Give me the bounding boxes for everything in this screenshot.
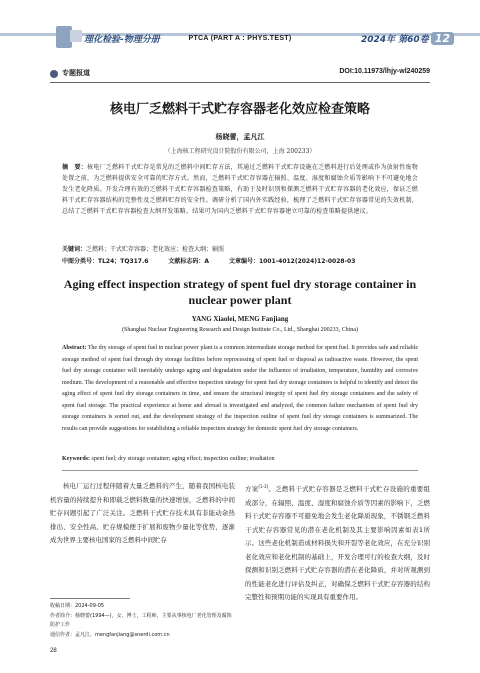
english-title: Aging effect inspection strategy of spent fuel dry storage container in nuclear power plant [63,277,417,307]
issue-number: 12 [431,32,454,45]
english-abstract-text: The dry storage of spent fuel in nuclear power plant is a common intermediate storage method for spent fuel. It provides safe and reliable storage method of spent fuel through dry storage facilities before reprocessing of spent fuel or disposal as radioactive waste. However, the spent fuel dry storage container will inevitably undergo aging and degradation under the influence of irradiation, temperature, humidity and corrosive medium. The development of a reasonable and effective inspection strategy for spent fuel dry storage containers is helpful to identify and detect the aging effect of spent fuel dry storage containers in time, and ensure the structural integrity of spent fuel dry storage containers and the safety of spent fuel storage. The practical experience at home and abroad is investigated and analyzed, the common failure mechanism of spent fuel dry storage containers is sorted out, and the development strategy of the inspection outline of spent fuel dry storage containers is summarized. The results can provide suggestions for establishing a reliable inspection strategy for domestic spent fuel dry storage containers. [62,345,418,432]
english-abstract [62,343,418,435]
english-keywords-text: spent fuel; dry storage container; aging effect; inspection outline; irradiation [91,456,275,462]
article-number: 文章编号：1001-4012(2024)12-0028-03 [228,258,356,265]
journal-header [0,0,480,58]
footnote-received: 收稿日期：2024-09-05 [50,603,105,609]
classification-number: 中图分类号：TL24；TQ317.6 [62,258,149,265]
classification-row [62,256,418,265]
english-keywords-label: Keywords: [62,456,90,462]
chinese-keywords-label: 关键词： [62,246,87,253]
issue-year-volume: 2024年 第60卷 [360,35,429,45]
body-right-lead: 方案 [245,485,259,494]
chinese-abstract-text: 核电厂乏燃料干式贮存是常见的乏燃料中间贮存方法，其通过乏燃料干式贮存设施在乏燃料进行后处理或作为放射性废物处置之前，为乏燃料提供安全可靠的贮存方式。然而，乏燃料干式贮存容器在辐照、温度、湿度和腐蚀介质等影响下不可避免地会发生老化降质。开发合理有效的乏燃料干式贮存容器检查策略，有助于及时识别和探测乏燃料干式贮存容器的老化效应，保证乏燃料干式贮存容器结构的完整性及乏燃料贮存的安全性。调研分析了国内外实践经验，梳理了乏燃料干式贮存容器常见的失效机制，总结了乏燃料干式贮存容器检查大纲开发策略，结果可为国内乏燃料干式贮存容器建立可靠的检查策略提供建议。 [62,164,418,215]
chinese-affiliation: （上海核工程研究设计院股份有限公司，上海 200233） [164,148,316,155]
footnotes [50,602,235,640]
chinese-keywords-text: 乏燃料；干式贮存容器；老化效应；检查大纲；辐照 [86,246,225,253]
journal-issue [361,32,454,45]
english-abstract-label: Abstract: [62,345,87,351]
chinese-keywords [62,244,418,253]
article-meta-row [50,68,430,82]
document-code: 文献标志码：A [168,258,210,265]
journal-name: 理化检验-物理分册 [84,35,160,45]
journal-series: PTCA (PART A : PHYS.TEST) [188,35,292,42]
abstract-divider [62,470,418,471]
english-affiliation: (Shanghai Nuclear Engineering Research and Design Institute Co., Ltd., Shanghai 200233, China) [122,327,358,333]
page-number: 28 [50,648,57,654]
section-tag: 专题报道 [62,69,90,77]
chinese-title: 核电厂乏燃料干式贮存容器老化效应检查策略 [109,102,370,117]
chinese-abstract [62,162,418,217]
section-tag-icon [50,70,58,78]
header-divider [50,82,430,83]
english-authors: YANG Xiaolei, MENG Fanjiang [191,315,289,323]
chinese-authors: 杨晓蕾，孟凡江 [215,133,265,141]
citation-ref[interactable]: [1-3] [258,484,269,489]
footnote-divider [50,598,130,599]
chinese-abstract-label: 摘 要： [62,164,87,171]
footnote-contact: 通信作者：孟凡江，mengfanjiang@snerdi.com.cn [50,631,170,638]
doi[interactable]: DOI:10.11973/lhjy-wl240259 [339,68,430,75]
footnote-author: 作者简介：杨晓蕾(1994—)，女，博士，工程师，主要从事核电厂老化管理及腐蚀防护工作 [50,612,232,628]
body-column-right [245,480,430,605]
body-right-text: 。乏燃料干式贮存容器是乏燃料干式贮存设施的重要组成部分，在辐照、温度、湿度和腐蚀介质等因素的影响下，乏燃料干式贮存容器不可避免地会发生老化降质现象，不锈钢乏燃料干式贮存容器常见的潜在老化机制及其主要影响因素如表1所示。这些老化机制造成材料损失和开裂等老化效应，在充分识别老化效应和老化机制的基础上，开发合理可行的检查大纲，及时探测和识别乏燃料干式贮存容器的潜在老化降质，并对所观测到的性能老化进行评估及纠正，对确保乏燃料干式贮存容器的结构完整性和预期功能的实现具有重要作用。 [245,485,431,602]
english-keywords [62,456,418,462]
body-column-left: 核电厂运行过程伴随着大量乏燃料的产生，随着我国核电装机容量的持续提升和即载乏燃料数量的快速增加，乏燃料的中间贮存问题引起了广泛关注。乏燃料干式贮存技术具有非能动余热排出、安全性高、贮存规模便于扩展和废物少量化等优势，逐渐成为世界主要核电国家的乏燃料中间贮存 [50,482,235,544]
